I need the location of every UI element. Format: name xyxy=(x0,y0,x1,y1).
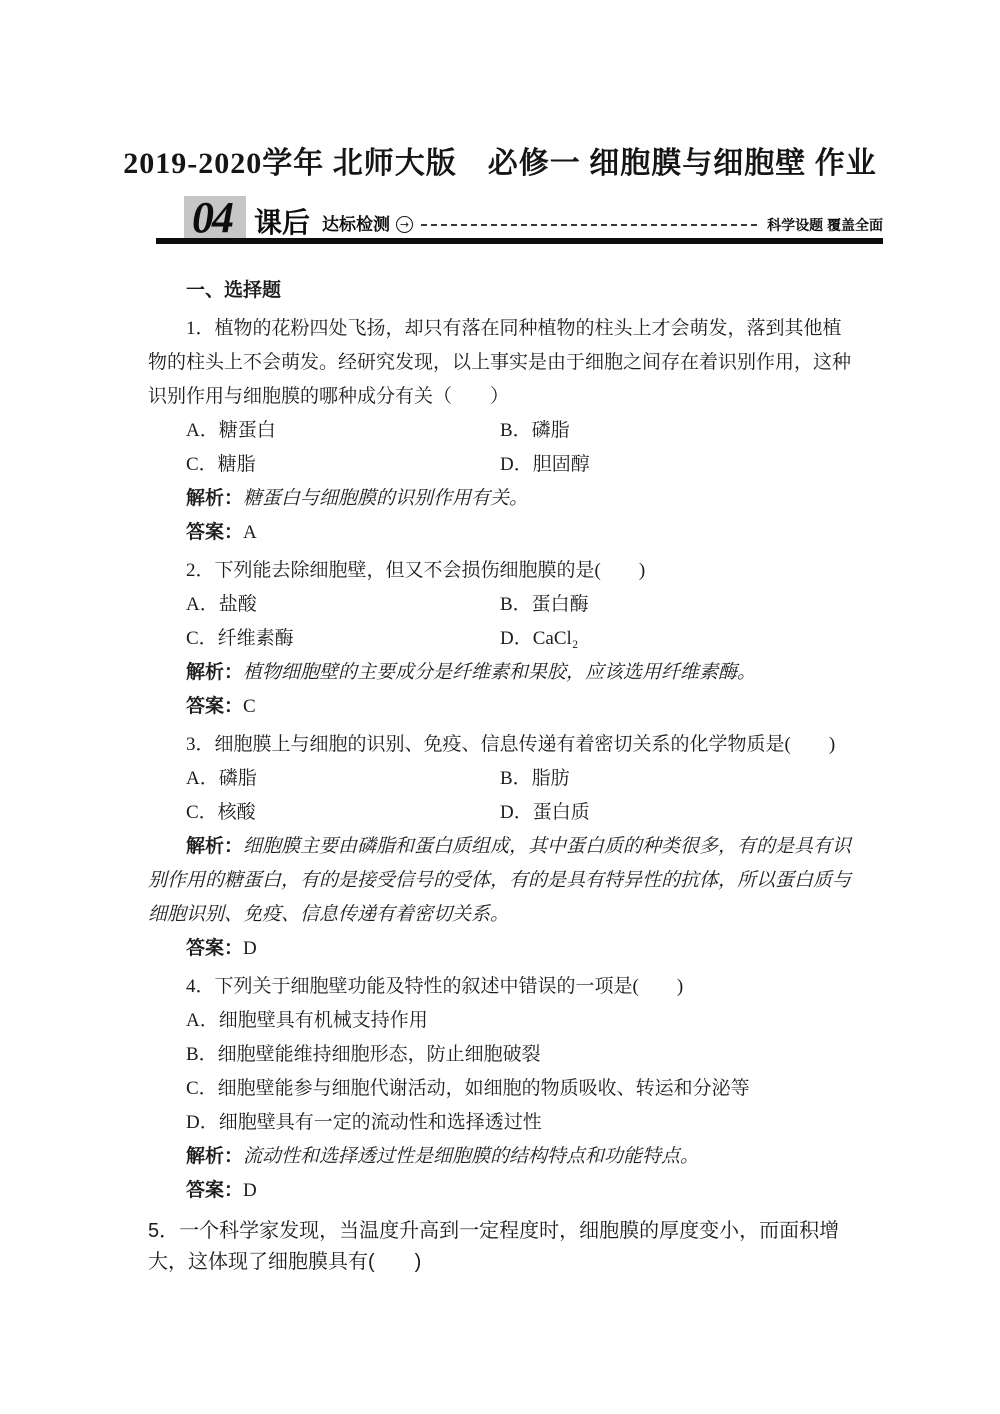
option-a: A．糖蛋白 xyxy=(186,420,276,441)
question-4-stem: 4．下列关于细胞壁功能及特性的叙述中错误的一项是( ) xyxy=(186,976,684,997)
answer-value: D xyxy=(243,938,257,959)
analysis-text: 流动性和选择透过性是细胞膜的结构特点和功能特点。 xyxy=(243,1146,700,1167)
option-b: B．细胞壁能维持细胞形态，防止细胞破裂 xyxy=(186,1044,541,1065)
question-2-options xyxy=(186,588,852,656)
analysis-text: 糖蛋白与细胞膜的识别作用有关。 xyxy=(243,488,529,509)
question-3-answer xyxy=(148,932,852,966)
answer-value: D xyxy=(243,1180,257,1201)
option-b: B．脂肪 xyxy=(500,768,570,789)
option-c: C．核酸 xyxy=(186,802,256,823)
question-1-analysis xyxy=(148,482,852,516)
analysis-label: 解析： xyxy=(186,836,244,857)
option-c: C．纤维素酶 xyxy=(186,628,294,649)
option-d: D．细胞壁具有一定的流动性和选择透过性 xyxy=(186,1112,542,1133)
banner-slogan: 科学设题 覆盖全面 xyxy=(767,217,883,233)
option-b: B．蛋白酶 xyxy=(500,594,589,615)
page-title: 2019-2020学年 北师大版 必修一 细胞膜与细胞壁 作业 xyxy=(123,147,877,180)
lesson-number-badge: 04 xyxy=(184,196,246,238)
question-content xyxy=(148,274,852,1278)
option-c: C．细胞壁能参与细胞代谢活动，如细胞的物质吸收、转运和分泌等 xyxy=(186,1078,750,1099)
dashed-divider xyxy=(421,224,757,226)
question-2-stem: 2．下列能去除细胞壁，但又不会损伤细胞膜的是( ) xyxy=(186,560,646,581)
lesson-banner xyxy=(156,193,883,244)
answer-label: 答案： xyxy=(186,938,244,959)
option-a: A．磷脂 xyxy=(186,768,257,789)
analysis-label: 解析： xyxy=(186,1146,244,1167)
section-heading: 一、选择题 xyxy=(186,280,282,301)
option-d: D．胆固醇 xyxy=(500,454,590,475)
circled-arrow-icon: → xyxy=(396,216,413,233)
question-5-stem: 5．一个科学家发现，当温度升高到一定程度时，细胞膜的厚度变小，而面积增大，这体现了细胞膜具有( ) xyxy=(148,1220,840,1273)
answer-value: C xyxy=(243,696,256,717)
question-4-analysis xyxy=(148,1140,852,1174)
answer-label: 答案： xyxy=(186,1180,244,1201)
question-1-stem: 1．植物的花粉四处飞扬，却只有落在同种植物的柱头上才会萌发，落到其他植物的柱头上不会萌发。经研究发现，以上事实是由于细胞之间存在着识别作用，这种识别作用与细胞膜的哪种成分有关（ ） xyxy=(148,318,852,407)
question-2-analysis xyxy=(148,656,852,690)
lesson-subtitle: 达标检测 xyxy=(322,215,391,234)
question-3-options xyxy=(186,762,852,830)
question-3-stem: 3．细胞膜上与细胞的识别、免疫、信息传递有着密切关系的化学物质是( ) xyxy=(186,734,836,755)
question-4-answer xyxy=(148,1174,852,1208)
option-c: C．糖脂 xyxy=(186,454,256,475)
question-2-answer xyxy=(148,690,852,724)
option-d: D．CaCl₂ xyxy=(500,628,579,649)
question-3-analysis xyxy=(148,830,852,932)
option-a: A．细胞壁具有机械支持作用 xyxy=(186,1010,428,1031)
option-a: A．盐酸 xyxy=(186,594,257,615)
analysis-label: 解析： xyxy=(186,662,244,683)
analysis-text: 细胞膜主要由磷脂和蛋白质组成，其中蛋白质的种类很多，有的是具有识别作用的糖蛋白，有的是接受信号的受体，有的是具有特异性的抗体，所以蛋白质与细胞识别、免疫、信息传递有着密切关系。 xyxy=(148,836,852,925)
analysis-text: 植物细胞壁的主要成分是纤维素和果胶，应该选用纤维素酶。 xyxy=(243,662,757,683)
answer-label: 答案： xyxy=(186,522,244,543)
question-1-options xyxy=(186,414,852,482)
answer-label: 答案： xyxy=(186,696,244,717)
question-4-options xyxy=(186,1004,852,1140)
option-b: B．磷脂 xyxy=(500,420,570,441)
answer-value: A xyxy=(243,522,257,543)
option-d: D．蛋白质 xyxy=(500,802,590,823)
question-1-answer xyxy=(148,516,852,550)
analysis-label: 解析： xyxy=(186,488,244,509)
lesson-section-label: 课后 xyxy=(254,207,311,238)
